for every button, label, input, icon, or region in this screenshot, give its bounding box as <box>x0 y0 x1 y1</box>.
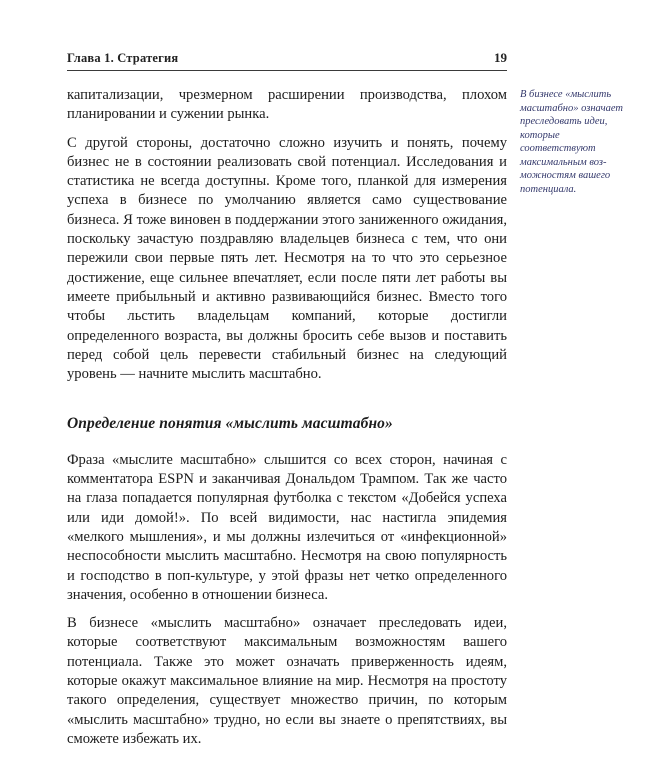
paragraph: капитализации, чрезмерном расширении производства, плохом планировании и сужении рынка. <box>67 87 507 123</box>
main-text-column <box>67 86 507 758</box>
paragraph: С другой стороны, достаточно сложно изучить и понять, почему бизнес не в состоянии реализовать свой потенциал. Исследования и статистика не всегда доступны. Кроме того, планкой для измерения успеха в бизнесе по умолчанию является само существование бизнеса. Я тоже виновен в поддержании этого заниженного ожидания, поскольку зачастую поздравляю владельцев бизнеса с тем, что они пережили свои первые пять лет. Несмотря на то что это серьезное достижение, еще сильнее впечатляет, если после пяти лет работы вы имеете прибыльный и активно развивающийся бизнес. Вместо того чтобы льстить владельцам компаний, которые достигли определенного возраста, вы должны бросить себе вызов и поставить перед собой цель перевести стабильный бизнес на следующий уровень — начните мыслить масштабно. <box>67 134 507 383</box>
running-head <box>67 50 507 71</box>
chapter-title: Глава 1. Стратегия <box>67 51 179 65</box>
page-number: 19 <box>494 50 507 65</box>
section-heading: Определение понятия «мыслить масштабно» <box>67 415 393 433</box>
margin-note: В бизнесе «мыслить масштабно» означает преследовать идеи, которые соответствуют максимальным возможностям вашего потенциала. <box>520 89 624 195</box>
paragraph: В бизнесе «мыслить масштабно» означает преследовать идеи, которые соответствуют максимальным возможностям вашего потенциала. Также это может означать приверженность идеям, которые окажут максимальное влияние на мир. Несмотря на простоту такого определения, существует множество причин, по которым «мыслить масштабно» трудно, но если вы знаете о препятствиях, вы сможете избежать их. <box>67 615 507 747</box>
paragraph: Фраза «мыслите масштабно» слышится со всех сторон, начиная с комментатора ESPN и заканчивая Дональдом Трампом. Так же часто на глаза попадается популярная футболка с текстом «Добейся успеха или иди домой!». По всей видимости, нас настигла эпидемия «мелкого мышления», и мы должны излечиться от «инфекционной» неспособности мыслить масштабно. Несмотря на свою популярность и господство в поп-культуре, у этой фразы нет четко определенного значения, особенно в отношении бизнеса. <box>67 451 507 603</box>
